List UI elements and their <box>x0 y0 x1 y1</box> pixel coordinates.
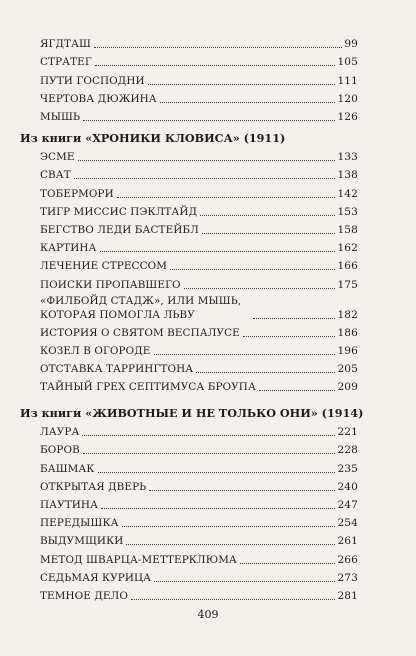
toc-entry-page: 105 <box>337 56 358 69</box>
heading-book-title: «ХРОНИКИ КЛОВИСА» (1911) <box>85 131 286 145</box>
toc-entry <box>40 219 358 237</box>
toc-entry <box>40 237 358 255</box>
toc-entry-title: ПУТИ ГОСПОДНИ <box>40 74 145 87</box>
toc-entry-page: 99 <box>344 38 358 51</box>
leader-dots <box>126 543 335 545</box>
toc-entry-page: 240 <box>337 480 358 493</box>
leader-dots <box>240 562 336 564</box>
toc-entry-title: ЧЕРТОВА ДЮЖИНА <box>40 92 157 105</box>
toc-entry-title: ТОБЕРМОРИ <box>40 187 114 200</box>
leader-dots <box>243 335 336 337</box>
toc-entry-title: СВАТ <box>40 169 71 182</box>
toc-entry-page: 209 <box>337 381 358 394</box>
leader-dots <box>122 525 336 527</box>
toc-entry-page: 162 <box>337 242 358 255</box>
toc-entry-title: КАРТИНА <box>40 242 97 255</box>
leader-dots <box>200 214 335 216</box>
toc-entry <box>40 322 358 340</box>
toc-entry <box>40 494 358 512</box>
heading-book-title: «ЖИВОТНЫЕ И НЕ ТОЛЬКО ОНИ» (1914) <box>85 406 364 420</box>
toc-entry-title: ЛАУРА <box>40 426 80 439</box>
leader-dots <box>82 434 335 436</box>
leader-dots <box>160 101 336 103</box>
toc-section-top <box>40 33 358 124</box>
toc-entry <box>40 567 358 585</box>
leader-dots <box>74 177 336 179</box>
leader-dots <box>154 353 336 355</box>
toc-entry <box>40 201 358 219</box>
toc-entry-page: 266 <box>337 553 358 566</box>
toc-entry-page: 175 <box>337 278 358 291</box>
toc-entry-title: КОЗЕЛ В ОГОРОДЕ <box>40 344 151 357</box>
toc-entry-page: 235 <box>337 462 358 475</box>
toc-entry <box>40 33 358 51</box>
leader-dots <box>78 159 336 161</box>
toc-entry-page: 247 <box>337 498 358 511</box>
toc-entry <box>40 439 358 457</box>
leader-dots <box>101 507 335 509</box>
toc-entry-page: 111 <box>337 74 358 87</box>
toc-entry <box>40 273 358 291</box>
leader-dots <box>259 389 336 391</box>
toc-entry-title: ЯГДТАШ <box>40 38 91 51</box>
toc-entry-title: ИСТОРИЯ О СВЯТОМ ВЕСПАЛУСЕ <box>40 326 240 339</box>
toc-entry-page: 182 <box>337 308 358 321</box>
leader-dots <box>131 598 336 600</box>
leader-dots <box>98 471 336 473</box>
toc-entry <box>40 255 358 273</box>
toc-entry-title: ТЕМНОЕ ДЕЛО <box>40 589 128 602</box>
toc-entry-title: ВЫДУМЩИКИ <box>40 535 124 548</box>
toc-entry <box>40 512 358 530</box>
toc-entry-title: МЫШЬ <box>40 110 81 123</box>
leader-dots <box>202 232 336 234</box>
toc-entry-title: БОРОВ <box>40 444 80 457</box>
toc-entry-page: 254 <box>337 517 358 530</box>
toc-entry-title: СЕДЬМАЯ КУРИЦА <box>40 571 152 584</box>
toc-section-heading <box>20 131 360 145</box>
toc-entry-page: 221 <box>337 426 358 439</box>
toc-entry-title: ПОИСКИ ПРОПАВШЕГО <box>40 278 181 291</box>
toc-entry-title: ПАУТИНА <box>40 498 99 511</box>
toc-entry-page: 281 <box>337 589 358 602</box>
leader-dots <box>184 287 336 289</box>
page-number: 409 <box>197 608 219 621</box>
toc-entry-title: ЛЕЧЕНИЕ СТРЕССОМ <box>40 260 167 273</box>
toc-entry <box>40 340 358 358</box>
leader-dots <box>95 64 336 66</box>
toc-entry-page: 142 <box>337 187 358 200</box>
toc-entry-page: 153 <box>337 205 358 218</box>
toc-entry-title: ЭСМЕ <box>40 151 75 164</box>
leader-dots <box>149 489 335 491</box>
toc-entry-page: 133 <box>337 151 358 164</box>
toc-entry-page: 205 <box>337 363 358 376</box>
toc-entry <box>40 164 358 182</box>
leader-dots <box>253 317 335 319</box>
leader-dots <box>117 196 336 198</box>
leader-dots <box>170 268 335 270</box>
toc-entry-title: БАШМАК <box>40 462 95 475</box>
toc-entry-page: 273 <box>337 571 358 584</box>
toc-entry-page: 261 <box>337 535 358 548</box>
leader-dots <box>196 371 335 373</box>
leader-dots <box>94 46 342 48</box>
toc-entry-title: ПЕРЕДЫШКА <box>40 517 119 530</box>
toc-entry <box>40 106 358 124</box>
toc-entry <box>40 530 358 548</box>
heading-prefix: Из книги <box>20 131 86 145</box>
leader-dots <box>154 580 335 582</box>
toc-entry <box>40 585 358 603</box>
toc-entry <box>40 358 358 376</box>
toc-entry <box>40 182 358 200</box>
leader-dots <box>83 452 336 454</box>
toc-section-animals <box>40 421 358 603</box>
toc-entry-title: ТАЙНЫЙ ГРЕХ СЕПТИМУСА БРОУПА <box>40 381 256 394</box>
toc-entry-title: ОТСТАВКА ТАРРИНГТОНА <box>40 363 194 376</box>
toc-entry <box>40 146 358 164</box>
toc-entry-title: «ФИЛБОЙД СТАДЖ», ИЛИ МЫШЬ, КОТОРАЯ ПОМОГЛА ЛЬВУ <box>40 294 242 321</box>
toc-entry <box>40 457 358 475</box>
toc-entry-page: 138 <box>337 169 358 182</box>
toc-entry-title: СТРАТЕГ <box>40 56 92 69</box>
toc-section-clovis <box>40 146 358 394</box>
toc-entry-page: 186 <box>337 326 358 339</box>
toc-entry-page: 126 <box>337 110 358 123</box>
toc-section-heading <box>20 406 364 420</box>
toc-entry <box>40 548 358 566</box>
toc-entry-title: МЕТОД ШВАРЦА-МЕТТЕРКЛЮМА <box>40 553 237 566</box>
toc-entry-page: 158 <box>337 223 358 236</box>
toc-entry <box>40 88 358 106</box>
toc-entry-page: 166 <box>337 260 358 273</box>
toc-entry-page: 196 <box>337 344 358 357</box>
heading-prefix: Из книги <box>20 406 86 420</box>
toc-entry <box>40 376 358 394</box>
leader-dots <box>148 83 336 85</box>
toc-entry-page: 228 <box>337 444 358 457</box>
leader-dots <box>83 119 335 121</box>
toc-entry <box>40 69 358 87</box>
toc-entry <box>40 292 358 322</box>
toc-entry-title: БЕГСТВО ЛЕДИ БАСТЕЙБЛ <box>40 223 199 236</box>
toc-entry <box>40 51 358 69</box>
toc-entry <box>40 421 358 439</box>
toc-entry-title: ТИГР МИССИС ПЭКЛТАЙД <box>40 205 198 218</box>
leader-dots <box>100 250 336 252</box>
toc-entry-page: 120 <box>337 92 358 105</box>
toc-entry-title: ОТКРЫТАЯ ДВЕРЬ <box>40 480 147 493</box>
toc-entry <box>40 476 358 494</box>
